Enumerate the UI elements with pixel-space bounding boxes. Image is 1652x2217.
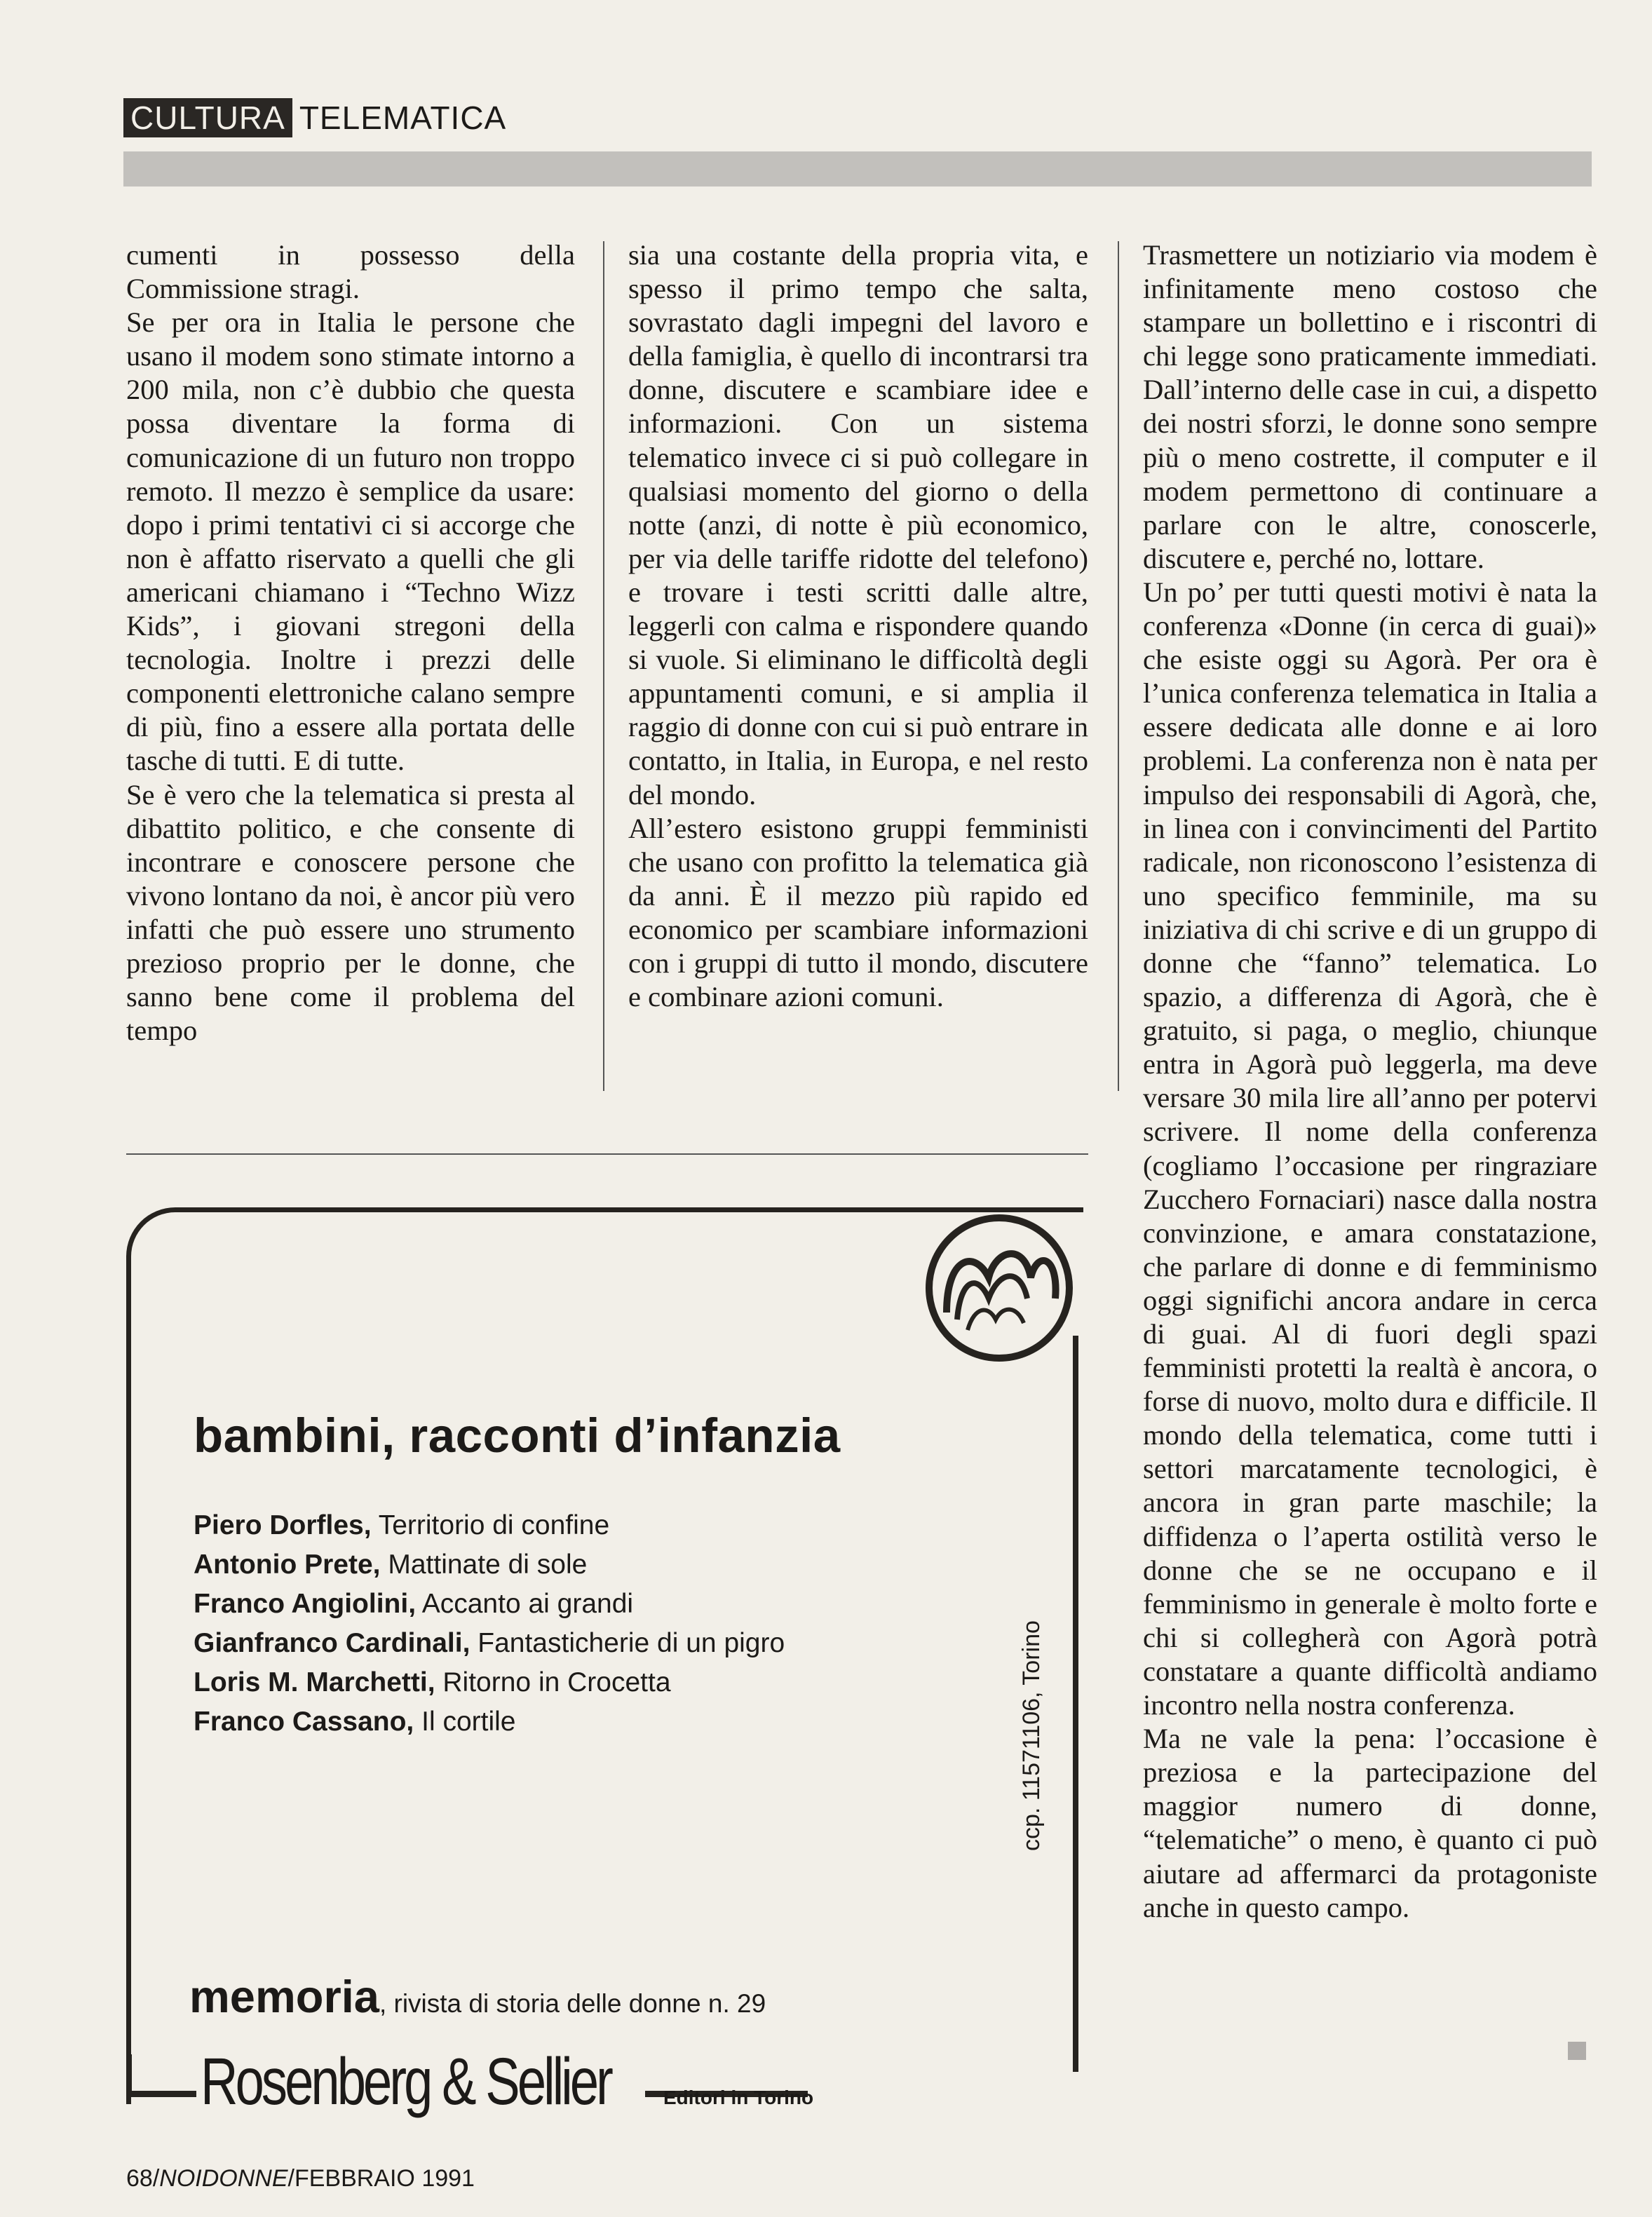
memoria-logo-icon <box>919 1207 1080 1369</box>
work-title: Ritorno in Crocetta <box>435 1667 671 1697</box>
ad-contents-list <box>194 1506 785 1742</box>
author-name: Franco Cassano, <box>194 1707 414 1737</box>
paragraph: Se è vero che la telematica si presta al dibattito politico, e che consente di incontrare e conoscere persone che vivono lontano da noi, è ancor più vero infatti che può essere uno strumento prezioso proprio per le donne, che sanno bene come il problema del tempo <box>126 778 575 1047</box>
author-name: Antonio Prete, <box>194 1550 381 1580</box>
article-column-3 <box>1143 238 1597 1925</box>
end-of-article-mark <box>1568 2042 1586 2060</box>
list-item <box>194 1624 785 1663</box>
article-column-1 <box>126 238 575 1048</box>
work-title: Mattinate di sole <box>380 1550 588 1580</box>
memoria-description: , rivista di storia delle donne n. 29 <box>379 1989 766 2018</box>
paragraph: cumenti in possesso della Commissione stragi. <box>126 239 575 305</box>
work-title: Territorio di confine <box>371 1510 610 1540</box>
list-item <box>194 1506 785 1545</box>
paragraph: sia una costante della propria vita, e spesso il primo tempo che salta, sovrastato dagli impegni del lavoro e della famiglia, è quello di incontrarsi tra donne, discutere e scambiare idee e informazioni. Con un sistema telematico invece ci si può collegare in qualsiasi momento del giorno o della notte (anzi, di notte è più economico, per via delle tariffe ridotte del telefono) e trovare i testi scritti dalle altre, leggerli con calma e rispondere quando si vuole. Si eliminano le difficoltà degli appuntamenti comuni, e si amplia il raggio di donne con cui si può entrare in contatto, in Italia, in Europa, e nel resto del mondo. <box>628 239 1088 811</box>
work-title: Fantasticherie di un pigro <box>470 1628 785 1658</box>
page-number: 68/ <box>126 2165 160 2192</box>
list-item <box>194 1663 785 1702</box>
work-title: Accanto ai grandi <box>416 1589 634 1619</box>
author-name: Gianfranco Cardinali, <box>194 1628 470 1658</box>
memoria-line <box>189 1970 766 2023</box>
author-name: Piero Dorfles, <box>194 1510 372 1540</box>
work-title: Il cortile <box>414 1707 516 1737</box>
issue-date: /FEBBRAIO 1991 <box>287 2165 475 2192</box>
publisher-mark-foot <box>126 2091 196 2097</box>
list-item <box>194 1545 785 1585</box>
magazine-name: NOIDONNE <box>159 2165 288 2192</box>
section-header <box>123 98 506 137</box>
publisher-line <box>201 2044 813 2120</box>
paragraph: Trasmettere un notiziario via modem è infinitamente meno costoso che stampare un bollettino e i riscontri di chi legge sono praticamente immediati. Dall’interno delle case in cui, a dispetto dei nostri sforzi, le donne sono sempre più o meno costrette, il computer e il modem permettono di continuare a parlare con le altre, conoscerle, discutere e, perché no, lottare. <box>1143 239 1597 574</box>
memoria-brand: memoria <box>189 1971 379 2022</box>
paragraph: Se per ora in Italia le persone che usano il modem sono stimate intorno a 200 mila, non c’è dubbio che questa possa diventare la forma di comunicazione di un futuro non troppo remoto. Il mezzo è semplice da usare: dopo i primi tentativi ci si accorge che non è affatto riservato a quelli che gli americani chiamano i “Techno Wizz Kids”, i giovani stregoni della tecnologia. Inoltre i prezzi delle componenti elettroniche calano sempre di più, fino a essere alla portata delle tasche di tutti. E di tutte. <box>126 306 575 777</box>
section-name: TELEMATICA <box>299 100 507 136</box>
column-divider <box>1118 241 1119 1091</box>
publisher-name: Rosenberg & Sellier <box>201 2045 611 2119</box>
advertisement-frame-right <box>1073 1336 1078 2072</box>
author-name: Loris M. Marchetti, <box>194 1667 435 1697</box>
header-band <box>123 151 1592 187</box>
page-footer <box>126 2165 475 2192</box>
paragraph: All’estero esistono gruppi femministi che usano con profitto la telematica già da anni. È il mezzo più rapido ed economico per scambiare informazioni con i gruppi di tutto il mondo, discutere e combinare azioni comuni. <box>628 812 1088 1013</box>
article-column-2 <box>628 238 1088 1014</box>
ad-separator <box>126 1153 1088 1155</box>
list-item <box>194 1702 785 1742</box>
author-name: Franco Angiolini, <box>194 1589 417 1619</box>
section-tag: CULTURA <box>123 98 292 137</box>
list-item <box>194 1585 785 1624</box>
paragraph: Un po’ per tutti questi motivi è nata la conferenza «Donne (in cerca di guai)» che esiste oggi su Agorà. Per ora è l’unica conferenza telematica in Italia a essere dedicata alle donne e ai loro problemi. La conferenza non è nata per impulso dei responsabili di Agorà, che, in linea con i convincimenti del Partito radicale, non riconoscono l’esistenza di uno specifico femminile, ma su iniziativa di chi scrive e di un gruppo di donne che “fanno” telematica. Lo spazio, a differenza di Agorà, che è gratuito, si paga, o meglio, chiunque entra in Agorà può leggerla, ma deve versare 30 mila lire all’anno per potervi scrivere. Il nome della conferenza (cogliamo l’occasione per ringraziare Zucchero Fornaciari) nasce dalla nostra convinzione, e amara constatazione, che parlare di donne e di femminismo oggi significhi ancora andare in cerca di guai. Al di fuori degli spazi femministi protetti la realtà è ancora, o forse di nuovo, molto dura e difficile. Il mondo della telematica, come tutti i settori marcatamente tecnologici, è ancora in gran parte maschile; la diffidenza o l’aperta ostilità verso le donne che se ne occupano e il femminismo in generale è molto forte e chi si collegherà con Agorà potrà constatare a quante difficoltà andiamo incontro nella nostra conferenza. <box>1143 576 1597 1721</box>
ccp-account: ccp. 11571106, Torino <box>1018 1620 1045 1851</box>
column-divider <box>603 241 604 1091</box>
ad-title: bambini, racconti d’infanzia <box>194 1409 841 1463</box>
publisher-mark <box>126 2054 132 2096</box>
publisher-subtitle: Editori in Torino <box>663 2087 814 2108</box>
paragraph: Ma ne vale la pena: l’occasione è preziosa e la partecipazione del maggior numero di donne, “telematiche” o meno, è quanto ci può aiutare ad affermarci da protagoniste anche in questo campo. <box>1143 1723 1597 1923</box>
